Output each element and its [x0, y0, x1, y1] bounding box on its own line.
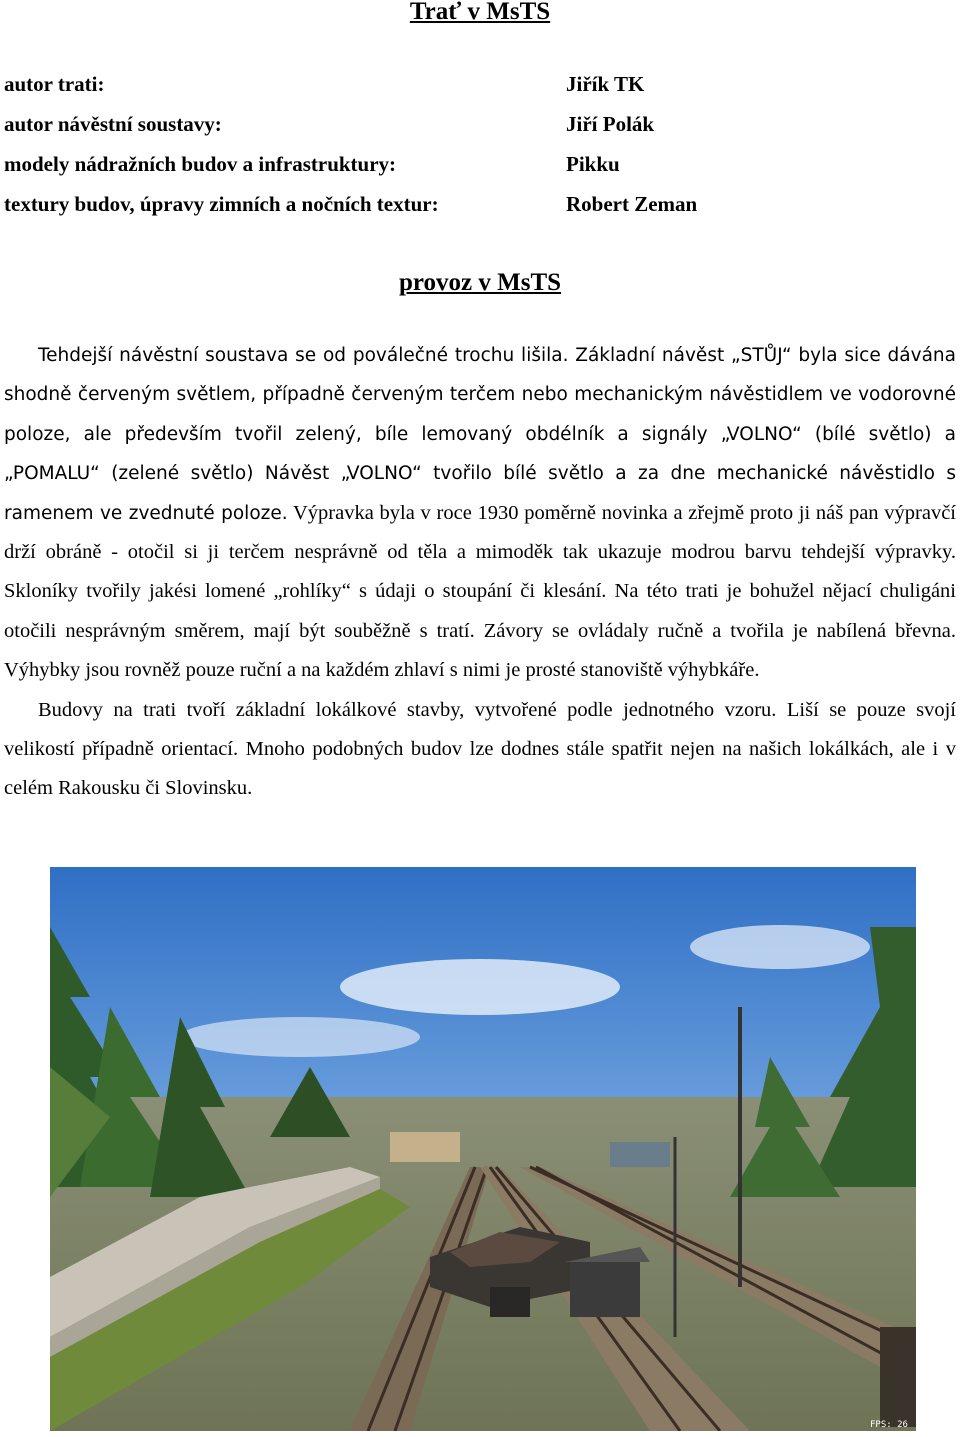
credits-list: [4, 64, 944, 224]
body-text: [4, 336, 956, 809]
fps-counter: FPS: 26: [870, 1420, 908, 1430]
page-title: Trať v MsTS: [409, 0, 551, 25]
credit-label: autor trati:: [4, 72, 105, 96]
credit-value: Jiřík TK: [566, 72, 645, 96]
credit-label: autor návěstní soustavy:: [4, 112, 222, 136]
railway-scene-image: [50, 867, 916, 1431]
credit-row: [4, 144, 944, 184]
credit-row: [4, 184, 944, 224]
credit-row: [4, 104, 944, 144]
credit-value: Pikku: [566, 152, 620, 176]
paragraph-text-sans: Tehdejší návěstní soustava se od poválečné trochu lišila. Základní návěst „STŮJ“ byla sice dávána shodně červeným světlem, případně červeným terčem nebo mechanickým návěstidlem ve vodorovné poloze, ale především tvořil zelený, bíle lemovaný obdélník a signály „VOLNO“ (bílé světlo) a „POMALU“ (zelené světlo) Návěst „VOLNO“ tvořilo bílé světlo a za dne mechanické návěstidlo s ramenem ve zvednuté poloze.: [4, 345, 956, 524]
credit-row: [4, 64, 944, 104]
paragraph-signals: [4, 336, 956, 691]
credit-label: textury budov, úpravy zimních a nočních textur:: [4, 192, 439, 216]
credit-value: Robert Zeman: [566, 192, 698, 216]
paragraph-text-serif: Výpravka byla v roce 1930 poměrně novinka a zřejmě proto ji náš pan výpravčí drží obráně - otočil si ji terčem nesprávně od těla a mimoděk tak ukazuje modrou barvu tehdejší výpravky. Skloníky tvořily jakési lomené „rohlíky“ s údaji o stoupání či klesání. Na této trati je bohužel nějací chuligáni otočili nesprávným směrem, mají být souběžně s tratí. Závory se ovládaly ručně a tvořila je nabílená břevna. Výhybky jsou rovněž pouze ruční a na každém zhlaví s nimi je prosté stanoviště výhybkáře.: [4, 501, 957, 682]
credit-value: Jiří Polák: [566, 112, 655, 136]
section-heading: provoz v MsTS: [398, 269, 562, 296]
railway-screenshot: [50, 867, 916, 1431]
credit-label: modely nádražních budov a infrastruktury:: [4, 152, 397, 176]
paragraph-text: Budovy na trati tvoří základní lokálkové stavby, vytvořené podle jednotného vzoru. Liší se pouze svojí velikostí případně orientací. Mnoho podobných budov lze dodnes stále spatřit nejen na našich lokálkách, ale i v celém Rakousku či Slovinsku.: [4, 698, 956, 800]
paragraph-buildings: [4, 691, 956, 809]
